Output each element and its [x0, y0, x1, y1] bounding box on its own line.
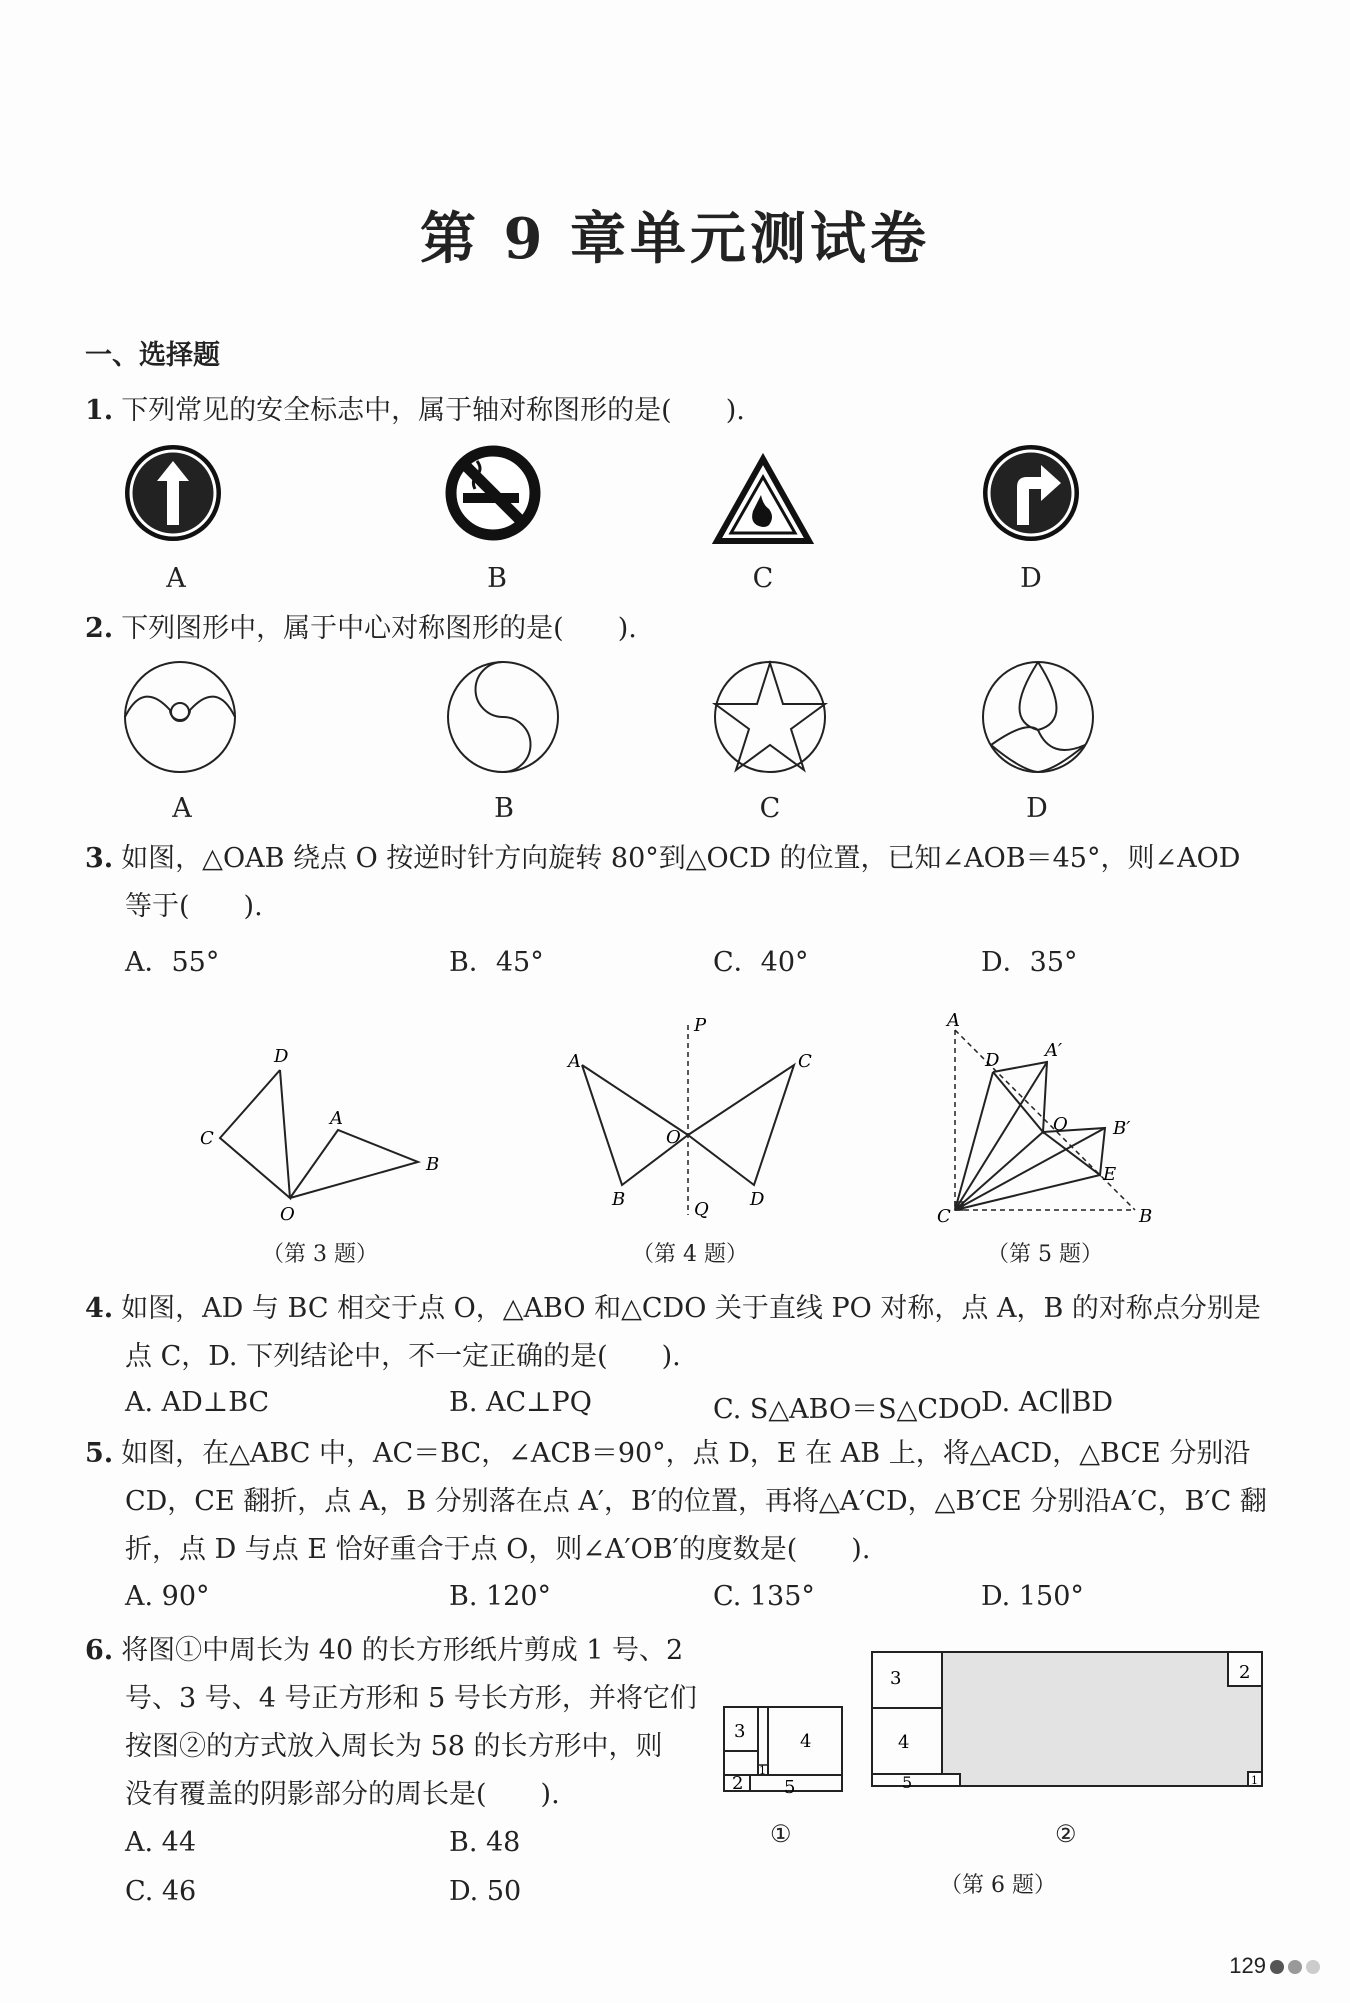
- point-label: D: [274, 1046, 289, 1067]
- question-text: 如图，在△ABC 中，AC＝BC，∠ACB＝90°，点 D，E 在 AB 上，将△ACD，△BCE 分别沿: [121, 1438, 1251, 1469]
- question-text-continued: 按图②的方式放入周长为 58 的长方形中，则: [125, 1731, 663, 1762]
- piece-label: 2: [732, 1773, 744, 1794]
- point-label: A: [330, 1108, 343, 1129]
- question-6: [85, 1627, 683, 1675]
- piece-label: 1: [1251, 1774, 1258, 1787]
- question-text-continued: 等于( ).: [125, 891, 263, 922]
- piece-label: 5: [784, 1777, 796, 1798]
- point-label: B: [612, 1189, 626, 1210]
- figure-caption: ①: [770, 1820, 792, 1848]
- page-number: [1229, 1953, 1320, 1979]
- point-label: C: [937, 1206, 951, 1227]
- question-number: 1.: [85, 395, 114, 426]
- answer-option: B. AC⊥PQ: [449, 1387, 592, 1418]
- point-label: A: [947, 1010, 960, 1031]
- no-smoking-sign-icon: [443, 443, 543, 543]
- point-label: D: [985, 1050, 1000, 1071]
- option-label: A: [172, 793, 192, 824]
- piece-label: 3: [890, 1668, 902, 1689]
- question-text: 如图，△OAB 绕点 O 按逆时针方向旋转 80°到△OCD 的位置，已知∠AOB＝45°，则∠AOD: [121, 843, 1241, 874]
- answer-option: B. 120°: [449, 1581, 552, 1612]
- question-text-continued: 没有覆盖的阴影部分的周长是( ).: [125, 1779, 560, 1810]
- question-text-continued: 点 C，D. 下列结论中，不一定正确的是( ).: [125, 1341, 681, 1372]
- flammable-warning-sign-icon: [713, 455, 813, 545]
- answer-option: B．45°: [449, 947, 544, 978]
- page-title: 第 9 章单元测试卷: [420, 206, 930, 272]
- answer-option: A．55°: [125, 947, 220, 978]
- figure-5-diagram: [935, 1010, 1165, 1230]
- option-label: B: [494, 793, 514, 824]
- star-in-circle-figure-icon: [713, 660, 827, 774]
- point-label: B: [426, 1154, 440, 1175]
- point-label: A: [568, 1051, 581, 1072]
- dot-icon: [1270, 1960, 1284, 1974]
- figure-caption: （第 4 题）: [632, 1242, 748, 1267]
- option-label: D: [1020, 563, 1042, 594]
- question-number: 4.: [85, 1293, 114, 1324]
- question-5: [85, 1430, 1250, 1478]
- option-label: B: [487, 563, 507, 594]
- answer-option: C. 135°: [713, 1581, 815, 1612]
- point-label: C: [798, 1051, 812, 1072]
- question-text: 下列图形中，属于中心对称图形的是( ).: [121, 613, 637, 644]
- question-text: 如图，AD 与 BC 相交于点 O，△ABO 和△CDO 关于直线 PO 对称，点 A，B 的对称点分别是: [121, 1293, 1261, 1324]
- turn-right-sign-icon: [981, 443, 1081, 543]
- answer-option: A. 44: [125, 1827, 197, 1858]
- question-text-continued: 号、3 号、4 号正方形和 5 号长方形，并将它们: [125, 1683, 697, 1714]
- figure-caption: （第 6 题）: [940, 1873, 1056, 1898]
- piece-label: 5: [902, 1773, 913, 1792]
- piece-label: 2: [1239, 1662, 1251, 1683]
- point-label: P: [694, 1015, 707, 1036]
- dot-icon: [1288, 1960, 1302, 1974]
- point-label: E: [1103, 1164, 1117, 1185]
- answer-option: B. 48: [449, 1827, 521, 1858]
- figure-caption: （第 5 题）: [987, 1242, 1103, 1267]
- point-label: O: [1053, 1114, 1068, 1135]
- question-text: 将图①中周长为 40 的长方形纸片剪成 1 号、2: [121, 1635, 684, 1666]
- figure-caption: （第 3 题）: [262, 1242, 378, 1267]
- figure-6-diagram-1: [722, 1705, 846, 1798]
- point-label: O: [280, 1204, 295, 1225]
- question-1: [85, 387, 745, 435]
- point-label: Q: [694, 1199, 709, 1220]
- question-text-continued: 折，点 D 与点 E 恰好重合于点 O，则∠A′OB′的度数是( ).: [125, 1534, 871, 1565]
- answer-option: C．40°: [713, 947, 809, 978]
- option-label: C: [752, 563, 774, 594]
- circle-arcs-figure-icon: [123, 660, 237, 774]
- option-label: D: [1026, 793, 1048, 824]
- question-text-continued: CD，CE 翻折，点 A，B 分别落在点 A′，B′的位置，再将△A′CD，△B′CE 分别沿A′C，B′C 翻: [125, 1486, 1267, 1517]
- question-number: 5.: [85, 1438, 114, 1469]
- question-number: 2.: [85, 613, 114, 644]
- yin-yang-figure-icon: [446, 660, 560, 774]
- option-label: C: [759, 793, 781, 824]
- piece-label: 3: [734, 1721, 746, 1742]
- answer-option: D. 150°: [981, 1581, 1084, 1612]
- answer-option: A. 90°: [125, 1581, 210, 1612]
- point-label: B′: [1113, 1118, 1131, 1139]
- answer-option: C. 46: [125, 1876, 197, 1907]
- piece-label: 1: [759, 1764, 766, 1777]
- figure-6-diagram-2: [870, 1650, 1266, 1790]
- option-label: A: [166, 563, 186, 594]
- section-heading: 一、选择题: [85, 340, 220, 371]
- answer-option: D. AC∥BD: [981, 1387, 1113, 1418]
- answer-option: D. 50: [449, 1876, 522, 1907]
- figure-4-diagram: [560, 1015, 820, 1225]
- point-label: A′: [1045, 1040, 1063, 1061]
- question-text: 下列常见的安全标志中，属于轴对称图形的是( ).: [121, 395, 745, 426]
- question-4: [85, 1285, 1261, 1333]
- point-label: D: [750, 1189, 765, 1210]
- question-3: [85, 835, 1240, 883]
- question-number: 6.: [85, 1635, 114, 1666]
- question-2: [85, 605, 637, 653]
- answer-option: C. S△ABO＝S△CDO: [713, 1394, 982, 1425]
- trefoil-figure-icon: [981, 660, 1095, 774]
- figure-3-diagram: [190, 1040, 460, 1230]
- page-number-text: 129: [1229, 1953, 1266, 1978]
- no-through-sign-icon: [123, 443, 223, 543]
- point-label: B: [1139, 1206, 1153, 1227]
- answer-option: D．35°: [981, 947, 1078, 978]
- dot-icon: [1306, 1960, 1320, 1974]
- answer-option: A. AD⊥BC: [125, 1387, 270, 1418]
- piece-label: 4: [800, 1731, 812, 1752]
- point-label: O: [666, 1127, 681, 1148]
- piece-label: 4: [898, 1732, 910, 1753]
- figure-caption: ②: [1055, 1820, 1077, 1848]
- question-number: 3.: [85, 843, 114, 874]
- point-label: C: [200, 1128, 214, 1149]
